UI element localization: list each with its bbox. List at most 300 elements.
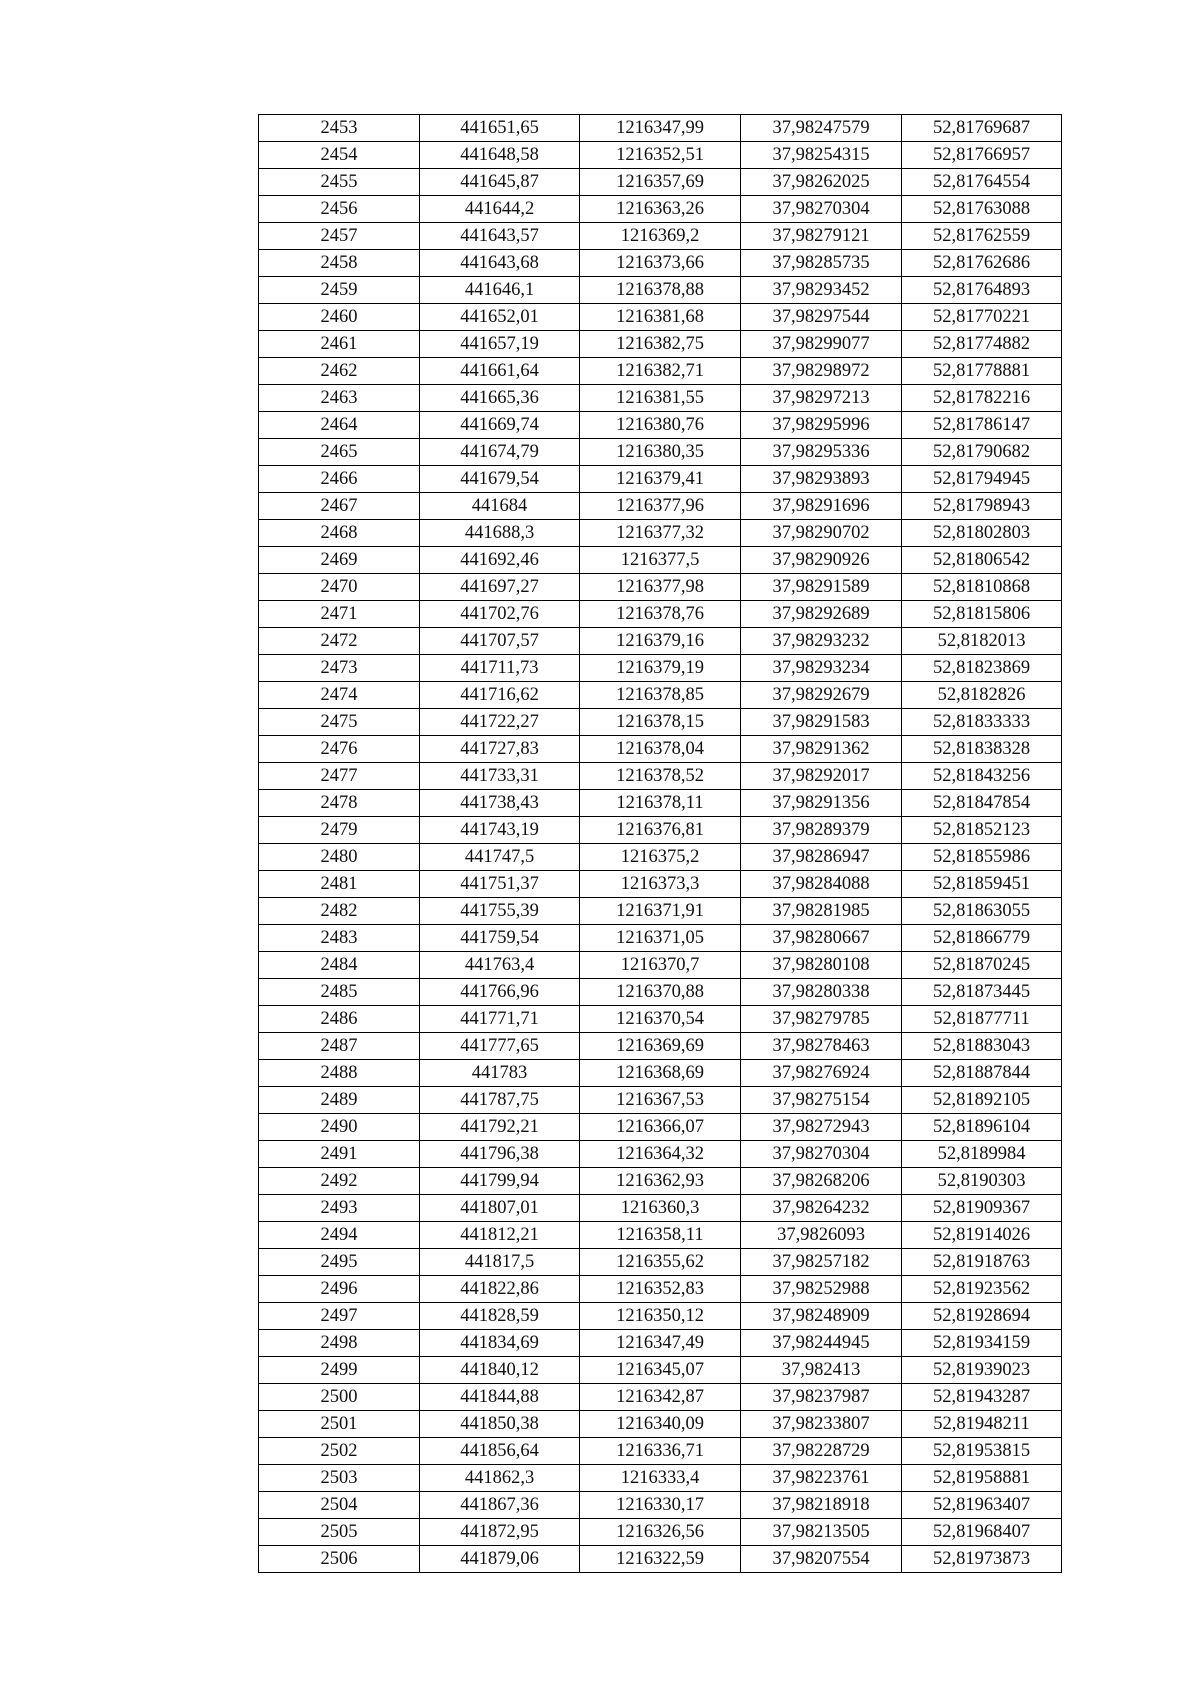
latitude-cell: 52,81763088 bbox=[902, 196, 1062, 223]
point-number-cell: 2453 bbox=[259, 115, 420, 142]
table-row bbox=[259, 1411, 1062, 1438]
x-coordinate-cell: 441862,3 bbox=[420, 1465, 580, 1492]
y-coordinate-cell: 1216364,32 bbox=[580, 1141, 741, 1168]
longitude-cell: 37,98280667 bbox=[741, 925, 902, 952]
y-coordinate-cell: 1216368,69 bbox=[580, 1060, 741, 1087]
point-number-cell: 2464 bbox=[259, 412, 420, 439]
y-coordinate-cell: 1216370,7 bbox=[580, 952, 741, 979]
longitude-cell: 37,98293232 bbox=[741, 628, 902, 655]
latitude-cell: 52,81794945 bbox=[902, 466, 1062, 493]
x-coordinate-cell: 441747,5 bbox=[420, 844, 580, 871]
x-coordinate-cell: 441651,65 bbox=[420, 115, 580, 142]
point-number-cell: 2467 bbox=[259, 493, 420, 520]
x-coordinate-cell: 441657,19 bbox=[420, 331, 580, 358]
latitude-cell: 52,81909367 bbox=[902, 1195, 1062, 1222]
longitude-cell: 37,98299077 bbox=[741, 331, 902, 358]
latitude-cell: 52,81833333 bbox=[902, 709, 1062, 736]
y-coordinate-cell: 1216377,5 bbox=[580, 547, 741, 574]
point-number-cell: 2466 bbox=[259, 466, 420, 493]
x-coordinate-cell: 441834,69 bbox=[420, 1330, 580, 1357]
x-coordinate-cell: 441661,64 bbox=[420, 358, 580, 385]
point-number-cell: 2465 bbox=[259, 439, 420, 466]
latitude-cell: 52,81790682 bbox=[902, 439, 1062, 466]
y-coordinate-cell: 1216352,83 bbox=[580, 1276, 741, 1303]
x-coordinate-cell: 441722,27 bbox=[420, 709, 580, 736]
point-number-cell: 2469 bbox=[259, 547, 420, 574]
x-coordinate-cell: 441872,95 bbox=[420, 1519, 580, 1546]
table-row bbox=[259, 925, 1062, 952]
table-row bbox=[259, 1168, 1062, 1195]
y-coordinate-cell: 1216322,59 bbox=[580, 1546, 741, 1573]
point-number-cell: 2481 bbox=[259, 871, 420, 898]
longitude-cell: 37,98244945 bbox=[741, 1330, 902, 1357]
y-coordinate-cell: 1216333,4 bbox=[580, 1465, 741, 1492]
longitude-cell: 37,98279121 bbox=[741, 223, 902, 250]
point-number-cell: 2479 bbox=[259, 817, 420, 844]
table-row bbox=[259, 1330, 1062, 1357]
y-coordinate-cell: 1216378,88 bbox=[580, 277, 741, 304]
table-row bbox=[259, 1519, 1062, 1546]
table-row bbox=[259, 412, 1062, 439]
point-number-cell: 2456 bbox=[259, 196, 420, 223]
y-coordinate-cell: 1216382,75 bbox=[580, 331, 741, 358]
latitude-cell: 52,81766957 bbox=[902, 142, 1062, 169]
longitude-cell: 37,98291356 bbox=[741, 790, 902, 817]
x-coordinate-cell: 441707,57 bbox=[420, 628, 580, 655]
latitude-cell: 52,81939023 bbox=[902, 1357, 1062, 1384]
y-coordinate-cell: 1216381,68 bbox=[580, 304, 741, 331]
coordinates-table bbox=[258, 114, 1062, 1573]
x-coordinate-cell: 441643,57 bbox=[420, 223, 580, 250]
table-row bbox=[259, 169, 1062, 196]
point-number-cell: 2501 bbox=[259, 1411, 420, 1438]
x-coordinate-cell: 441688,3 bbox=[420, 520, 580, 547]
longitude-cell: 37,98291589 bbox=[741, 574, 902, 601]
longitude-cell: 37,98262025 bbox=[741, 169, 902, 196]
point-number-cell: 2497 bbox=[259, 1303, 420, 1330]
longitude-cell: 37,98286947 bbox=[741, 844, 902, 871]
latitude-cell: 52,81786147 bbox=[902, 412, 1062, 439]
table-row bbox=[259, 520, 1062, 547]
longitude-cell: 37,98278463 bbox=[741, 1033, 902, 1060]
table-row bbox=[259, 385, 1062, 412]
table-row bbox=[259, 682, 1062, 709]
longitude-cell: 37,982413 bbox=[741, 1357, 902, 1384]
y-coordinate-cell: 1216366,07 bbox=[580, 1114, 741, 1141]
table-row bbox=[259, 223, 1062, 250]
latitude-cell: 52,81838328 bbox=[902, 736, 1062, 763]
x-coordinate-cell: 441643,68 bbox=[420, 250, 580, 277]
longitude-cell: 37,98291362 bbox=[741, 736, 902, 763]
point-number-cell: 2504 bbox=[259, 1492, 420, 1519]
coordinates-table-body bbox=[259, 115, 1062, 1573]
latitude-cell: 52,8182826 bbox=[902, 682, 1062, 709]
longitude-cell: 37,98218918 bbox=[741, 1492, 902, 1519]
point-number-cell: 2473 bbox=[259, 655, 420, 682]
table-row bbox=[259, 979, 1062, 1006]
y-coordinate-cell: 1216350,12 bbox=[580, 1303, 741, 1330]
table-row bbox=[259, 1438, 1062, 1465]
y-coordinate-cell: 1216378,52 bbox=[580, 763, 741, 790]
x-coordinate-cell: 441684 bbox=[420, 493, 580, 520]
table-row bbox=[259, 628, 1062, 655]
latitude-cell: 52,8190303 bbox=[902, 1168, 1062, 1195]
latitude-cell: 52,81870245 bbox=[902, 952, 1062, 979]
y-coordinate-cell: 1216370,88 bbox=[580, 979, 741, 1006]
y-coordinate-cell: 1216382,71 bbox=[580, 358, 741, 385]
point-number-cell: 2477 bbox=[259, 763, 420, 790]
latitude-cell: 52,81843256 bbox=[902, 763, 1062, 790]
point-number-cell: 2462 bbox=[259, 358, 420, 385]
latitude-cell: 52,81855986 bbox=[902, 844, 1062, 871]
table-row bbox=[259, 1303, 1062, 1330]
longitude-cell: 37,98223761 bbox=[741, 1465, 902, 1492]
point-number-cell: 2503 bbox=[259, 1465, 420, 1492]
table-row bbox=[259, 817, 1062, 844]
table-row bbox=[259, 763, 1062, 790]
longitude-cell: 37,98295996 bbox=[741, 412, 902, 439]
y-coordinate-cell: 1216342,87 bbox=[580, 1384, 741, 1411]
longitude-cell: 37,98213505 bbox=[741, 1519, 902, 1546]
y-coordinate-cell: 1216347,99 bbox=[580, 115, 741, 142]
latitude-cell: 52,81968407 bbox=[902, 1519, 1062, 1546]
longitude-cell: 37,98281985 bbox=[741, 898, 902, 925]
x-coordinate-cell: 441763,4 bbox=[420, 952, 580, 979]
table-row bbox=[259, 1006, 1062, 1033]
point-number-cell: 2506 bbox=[259, 1546, 420, 1573]
longitude-cell: 37,98228729 bbox=[741, 1438, 902, 1465]
point-number-cell: 2485 bbox=[259, 979, 420, 1006]
point-number-cell: 2472 bbox=[259, 628, 420, 655]
x-coordinate-cell: 441840,12 bbox=[420, 1357, 580, 1384]
table-row bbox=[259, 1384, 1062, 1411]
latitude-cell: 52,81887844 bbox=[902, 1060, 1062, 1087]
y-coordinate-cell: 1216379,16 bbox=[580, 628, 741, 655]
table-row bbox=[259, 952, 1062, 979]
y-coordinate-cell: 1216378,11 bbox=[580, 790, 741, 817]
x-coordinate-cell: 441692,46 bbox=[420, 547, 580, 574]
x-coordinate-cell: 441766,96 bbox=[420, 979, 580, 1006]
table-row bbox=[259, 250, 1062, 277]
y-coordinate-cell: 1216377,32 bbox=[580, 520, 741, 547]
latitude-cell: 52,8189984 bbox=[902, 1141, 1062, 1168]
table-row bbox=[259, 1087, 1062, 1114]
x-coordinate-cell: 441652,01 bbox=[420, 304, 580, 331]
table-row bbox=[259, 1357, 1062, 1384]
table-row bbox=[259, 601, 1062, 628]
table-row bbox=[259, 493, 1062, 520]
latitude-cell: 52,81943287 bbox=[902, 1384, 1062, 1411]
longitude-cell: 37,98268206 bbox=[741, 1168, 902, 1195]
latitude-cell: 52,81934159 bbox=[902, 1330, 1062, 1357]
longitude-cell: 37,98290702 bbox=[741, 520, 902, 547]
table-row bbox=[259, 736, 1062, 763]
y-coordinate-cell: 1216330,17 bbox=[580, 1492, 741, 1519]
x-coordinate-cell: 441807,01 bbox=[420, 1195, 580, 1222]
x-coordinate-cell: 441850,38 bbox=[420, 1411, 580, 1438]
latitude-cell: 52,81859451 bbox=[902, 871, 1062, 898]
y-coordinate-cell: 1216370,54 bbox=[580, 1006, 741, 1033]
y-coordinate-cell: 1216371,05 bbox=[580, 925, 741, 952]
point-number-cell: 2476 bbox=[259, 736, 420, 763]
table-row bbox=[259, 142, 1062, 169]
latitude-cell: 52,81762559 bbox=[902, 223, 1062, 250]
point-number-cell: 2457 bbox=[259, 223, 420, 250]
x-coordinate-cell: 441733,31 bbox=[420, 763, 580, 790]
y-coordinate-cell: 1216371,91 bbox=[580, 898, 741, 925]
table-row bbox=[259, 1195, 1062, 1222]
x-coordinate-cell: 441771,71 bbox=[420, 1006, 580, 1033]
latitude-cell: 52,81918763 bbox=[902, 1249, 1062, 1276]
point-number-cell: 2494 bbox=[259, 1222, 420, 1249]
longitude-cell: 37,98252988 bbox=[741, 1276, 902, 1303]
y-coordinate-cell: 1216340,09 bbox=[580, 1411, 741, 1438]
x-coordinate-cell: 441751,37 bbox=[420, 871, 580, 898]
latitude-cell: 52,81823869 bbox=[902, 655, 1062, 682]
latitude-cell: 52,81764554 bbox=[902, 169, 1062, 196]
point-number-cell: 2486 bbox=[259, 1006, 420, 1033]
y-coordinate-cell: 1216379,41 bbox=[580, 466, 741, 493]
point-number-cell: 2488 bbox=[259, 1060, 420, 1087]
table-row bbox=[259, 115, 1062, 142]
y-coordinate-cell: 1216378,76 bbox=[580, 601, 741, 628]
longitude-cell: 37,98284088 bbox=[741, 871, 902, 898]
x-coordinate-cell: 441644,2 bbox=[420, 196, 580, 223]
latitude-cell: 52,81810868 bbox=[902, 574, 1062, 601]
x-coordinate-cell: 441679,54 bbox=[420, 466, 580, 493]
latitude-cell: 52,81782216 bbox=[902, 385, 1062, 412]
longitude-cell: 37,98293234 bbox=[741, 655, 902, 682]
point-number-cell: 2483 bbox=[259, 925, 420, 952]
point-number-cell: 2490 bbox=[259, 1114, 420, 1141]
longitude-cell: 37,98290926 bbox=[741, 547, 902, 574]
table-row bbox=[259, 898, 1062, 925]
latitude-cell: 52,81852123 bbox=[902, 817, 1062, 844]
latitude-cell: 52,81802803 bbox=[902, 520, 1062, 547]
y-coordinate-cell: 1216363,26 bbox=[580, 196, 741, 223]
point-number-cell: 2463 bbox=[259, 385, 420, 412]
longitude-cell: 37,98270304 bbox=[741, 1141, 902, 1168]
longitude-cell: 37,98279785 bbox=[741, 1006, 902, 1033]
latitude-cell: 52,81815806 bbox=[902, 601, 1062, 628]
table-row bbox=[259, 709, 1062, 736]
x-coordinate-cell: 441669,74 bbox=[420, 412, 580, 439]
table-row bbox=[259, 547, 1062, 574]
x-coordinate-cell: 441844,88 bbox=[420, 1384, 580, 1411]
table-row bbox=[259, 196, 1062, 223]
x-coordinate-cell: 441867,36 bbox=[420, 1492, 580, 1519]
point-number-cell: 2468 bbox=[259, 520, 420, 547]
table-row bbox=[259, 1114, 1062, 1141]
point-number-cell: 2458 bbox=[259, 250, 420, 277]
point-number-cell: 2505 bbox=[259, 1519, 420, 1546]
y-coordinate-cell: 1216373,3 bbox=[580, 871, 741, 898]
point-number-cell: 2455 bbox=[259, 169, 420, 196]
latitude-cell: 52,81928694 bbox=[902, 1303, 1062, 1330]
y-coordinate-cell: 1216376,81 bbox=[580, 817, 741, 844]
table-row bbox=[259, 1546, 1062, 1573]
longitude-cell: 37,98295336 bbox=[741, 439, 902, 466]
point-number-cell: 2471 bbox=[259, 601, 420, 628]
latitude-cell: 52,81958881 bbox=[902, 1465, 1062, 1492]
longitude-cell: 37,98248909 bbox=[741, 1303, 902, 1330]
y-coordinate-cell: 1216378,15 bbox=[580, 709, 741, 736]
latitude-cell: 52,81963407 bbox=[902, 1492, 1062, 1519]
latitude-cell: 52,81774882 bbox=[902, 331, 1062, 358]
longitude-cell: 37,98280108 bbox=[741, 952, 902, 979]
x-coordinate-cell: 441817,5 bbox=[420, 1249, 580, 1276]
longitude-cell: 37,98291583 bbox=[741, 709, 902, 736]
x-coordinate-cell: 441777,65 bbox=[420, 1033, 580, 1060]
longitude-cell: 37,98293452 bbox=[741, 277, 902, 304]
longitude-cell: 37,98207554 bbox=[741, 1546, 902, 1573]
y-coordinate-cell: 1216355,62 bbox=[580, 1249, 741, 1276]
x-coordinate-cell: 441792,21 bbox=[420, 1114, 580, 1141]
latitude-cell: 52,81798943 bbox=[902, 493, 1062, 520]
longitude-cell: 37,98285735 bbox=[741, 250, 902, 277]
table-row bbox=[259, 871, 1062, 898]
longitude-cell: 37,98291696 bbox=[741, 493, 902, 520]
longitude-cell: 37,98254315 bbox=[741, 142, 902, 169]
latitude-cell: 52,81806542 bbox=[902, 547, 1062, 574]
point-number-cell: 2484 bbox=[259, 952, 420, 979]
y-coordinate-cell: 1216377,96 bbox=[580, 493, 741, 520]
table-row bbox=[259, 277, 1062, 304]
x-coordinate-cell: 441759,54 bbox=[420, 925, 580, 952]
longitude-cell: 37,98264232 bbox=[741, 1195, 902, 1222]
longitude-cell: 37,98289379 bbox=[741, 817, 902, 844]
longitude-cell: 37,98297213 bbox=[741, 385, 902, 412]
x-coordinate-cell: 441799,94 bbox=[420, 1168, 580, 1195]
latitude-cell: 52,8182013 bbox=[902, 628, 1062, 655]
table-row bbox=[259, 1465, 1062, 1492]
x-coordinate-cell: 441646,1 bbox=[420, 277, 580, 304]
x-coordinate-cell: 441796,38 bbox=[420, 1141, 580, 1168]
latitude-cell: 52,81863055 bbox=[902, 898, 1062, 925]
x-coordinate-cell: 441812,21 bbox=[420, 1222, 580, 1249]
point-number-cell: 2478 bbox=[259, 790, 420, 817]
latitude-cell: 52,81914026 bbox=[902, 1222, 1062, 1249]
y-coordinate-cell: 1216352,51 bbox=[580, 142, 741, 169]
table-row bbox=[259, 1141, 1062, 1168]
longitude-cell: 37,98270304 bbox=[741, 196, 902, 223]
longitude-cell: 37,98298972 bbox=[741, 358, 902, 385]
point-number-cell: 2487 bbox=[259, 1033, 420, 1060]
latitude-cell: 52,81762686 bbox=[902, 250, 1062, 277]
table-row bbox=[259, 1249, 1062, 1276]
y-coordinate-cell: 1216336,71 bbox=[580, 1438, 741, 1465]
point-number-cell: 2493 bbox=[259, 1195, 420, 1222]
x-coordinate-cell: 441716,62 bbox=[420, 682, 580, 709]
x-coordinate-cell: 441856,64 bbox=[420, 1438, 580, 1465]
longitude-cell: 37,98293893 bbox=[741, 466, 902, 493]
latitude-cell: 52,81769687 bbox=[902, 115, 1062, 142]
x-coordinate-cell: 441727,83 bbox=[420, 736, 580, 763]
y-coordinate-cell: 1216373,66 bbox=[580, 250, 741, 277]
x-coordinate-cell: 441755,39 bbox=[420, 898, 580, 925]
longitude-cell: 37,98292689 bbox=[741, 601, 902, 628]
x-coordinate-cell: 441711,73 bbox=[420, 655, 580, 682]
point-number-cell: 2496 bbox=[259, 1276, 420, 1303]
latitude-cell: 52,81892105 bbox=[902, 1087, 1062, 1114]
table-row bbox=[259, 1492, 1062, 1519]
table-row bbox=[259, 358, 1062, 385]
latitude-cell: 52,81847854 bbox=[902, 790, 1062, 817]
table-row bbox=[259, 844, 1062, 871]
y-coordinate-cell: 1216369,2 bbox=[580, 223, 741, 250]
table-row bbox=[259, 304, 1062, 331]
longitude-cell: 37,98272943 bbox=[741, 1114, 902, 1141]
y-coordinate-cell: 1216358,11 bbox=[580, 1222, 741, 1249]
y-coordinate-cell: 1216326,56 bbox=[580, 1519, 741, 1546]
point-number-cell: 2474 bbox=[259, 682, 420, 709]
y-coordinate-cell: 1216375,2 bbox=[580, 844, 741, 871]
longitude-cell: 37,98297544 bbox=[741, 304, 902, 331]
y-coordinate-cell: 1216380,76 bbox=[580, 412, 741, 439]
point-number-cell: 2459 bbox=[259, 277, 420, 304]
y-coordinate-cell: 1216379,19 bbox=[580, 655, 741, 682]
latitude-cell: 52,81948211 bbox=[902, 1411, 1062, 1438]
y-coordinate-cell: 1216369,69 bbox=[580, 1033, 741, 1060]
y-coordinate-cell: 1216367,53 bbox=[580, 1087, 741, 1114]
y-coordinate-cell: 1216362,93 bbox=[580, 1168, 741, 1195]
longitude-cell: 37,98257182 bbox=[741, 1249, 902, 1276]
longitude-cell: 37,98237987 bbox=[741, 1384, 902, 1411]
table-row bbox=[259, 655, 1062, 682]
point-number-cell: 2500 bbox=[259, 1384, 420, 1411]
point-number-cell: 2502 bbox=[259, 1438, 420, 1465]
table-row bbox=[259, 439, 1062, 466]
x-coordinate-cell: 441787,75 bbox=[420, 1087, 580, 1114]
x-coordinate-cell: 441648,58 bbox=[420, 142, 580, 169]
x-coordinate-cell: 441783 bbox=[420, 1060, 580, 1087]
longitude-cell: 37,98275154 bbox=[741, 1087, 902, 1114]
table-row bbox=[259, 1033, 1062, 1060]
longitude-cell: 37,98280338 bbox=[741, 979, 902, 1006]
table-row bbox=[259, 466, 1062, 493]
point-number-cell: 2491 bbox=[259, 1141, 420, 1168]
longitude-cell: 37,98247579 bbox=[741, 115, 902, 142]
point-number-cell: 2482 bbox=[259, 898, 420, 925]
latitude-cell: 52,81877711 bbox=[902, 1006, 1062, 1033]
y-coordinate-cell: 1216380,35 bbox=[580, 439, 741, 466]
table-row bbox=[259, 1276, 1062, 1303]
x-coordinate-cell: 441743,19 bbox=[420, 817, 580, 844]
y-coordinate-cell: 1216360,3 bbox=[580, 1195, 741, 1222]
table-row bbox=[259, 331, 1062, 358]
x-coordinate-cell: 441879,06 bbox=[420, 1546, 580, 1573]
table-row bbox=[259, 790, 1062, 817]
y-coordinate-cell: 1216378,04 bbox=[580, 736, 741, 763]
point-number-cell: 2470 bbox=[259, 574, 420, 601]
longitude-cell: 37,98292679 bbox=[741, 682, 902, 709]
point-number-cell: 2498 bbox=[259, 1330, 420, 1357]
table-row bbox=[259, 574, 1062, 601]
y-coordinate-cell: 1216347,49 bbox=[580, 1330, 741, 1357]
x-coordinate-cell: 441645,87 bbox=[420, 169, 580, 196]
y-coordinate-cell: 1216378,85 bbox=[580, 682, 741, 709]
point-number-cell: 2480 bbox=[259, 844, 420, 871]
latitude-cell: 52,81923562 bbox=[902, 1276, 1062, 1303]
point-number-cell: 2475 bbox=[259, 709, 420, 736]
latitude-cell: 52,81883043 bbox=[902, 1033, 1062, 1060]
x-coordinate-cell: 441822,86 bbox=[420, 1276, 580, 1303]
longitude-cell: 37,9826093 bbox=[741, 1222, 902, 1249]
point-number-cell: 2489 bbox=[259, 1087, 420, 1114]
y-coordinate-cell: 1216381,55 bbox=[580, 385, 741, 412]
x-coordinate-cell: 441738,43 bbox=[420, 790, 580, 817]
longitude-cell: 37,98233807 bbox=[741, 1411, 902, 1438]
